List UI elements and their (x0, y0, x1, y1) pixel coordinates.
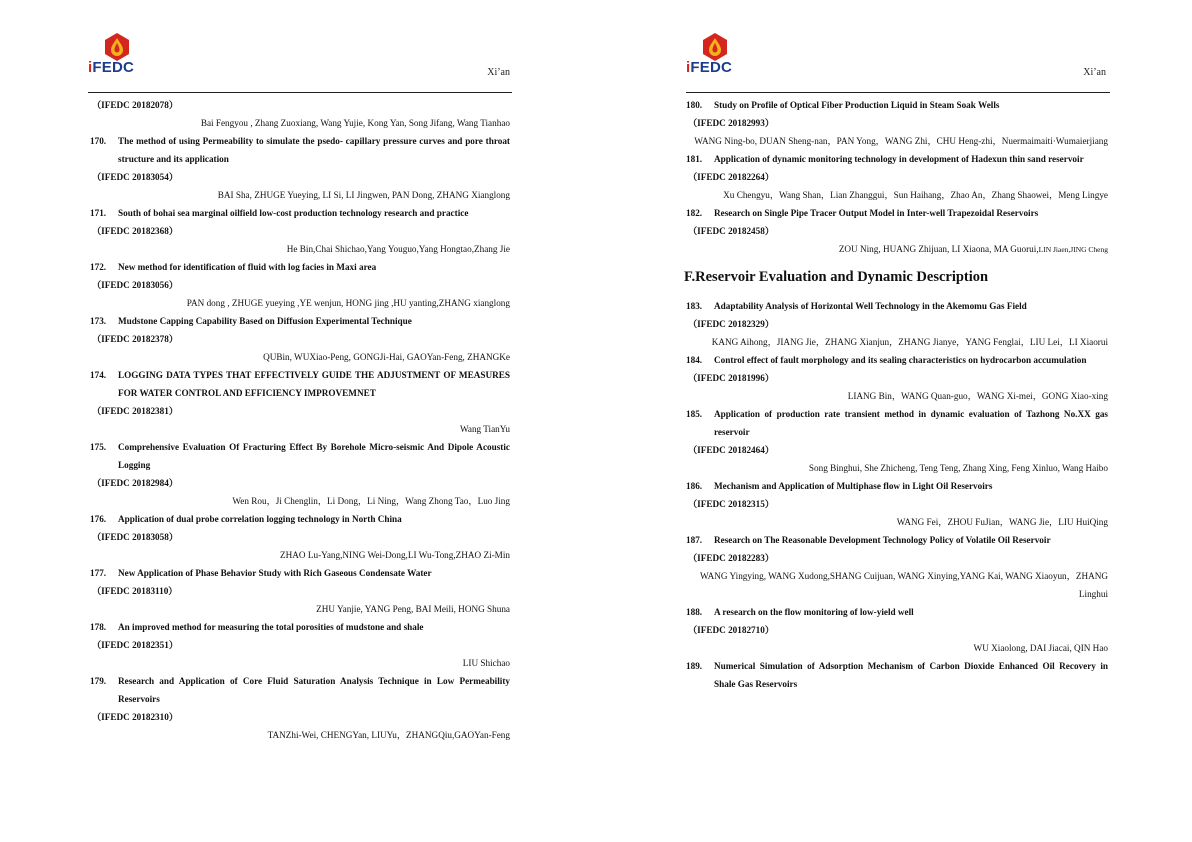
entry-title (90, 618, 510, 636)
entry-number: 182. (686, 208, 703, 218)
entry-number: 180. (686, 100, 703, 110)
entry-title (90, 366, 510, 402)
entry (686, 351, 1108, 405)
entry-number: 173. (90, 316, 107, 326)
entry-code: （IFEDC 20182283） (688, 553, 775, 563)
entry-title (90, 564, 510, 582)
right-content (686, 96, 1108, 693)
entry-authors-text: He Bin,Chai Shichao,Yang Youguo,Yang Hongtao,Zhang Jie (286, 244, 510, 254)
entry-title-text: Application of dual probe correlation logging technology in North China (118, 514, 402, 524)
entry-authors-text: LIANG Bin，WANG Quan-guo，WANG Xi-mei，GONG Xiao-xing (847, 391, 1108, 401)
entry-title (686, 351, 1108, 369)
entry-number: 187. (686, 535, 703, 545)
entry-number: 183. (686, 301, 703, 311)
entry-authors-text: WANG Yingying, WANG Xudong,SHANG Cuijuan, WANG Xinying,YANG Kai, WANG Xiaoyun，ZHANG Linghui (700, 571, 1108, 599)
entry-title (90, 312, 510, 330)
entry-number: 185. (686, 409, 703, 419)
entry (90, 366, 510, 438)
entry (90, 438, 510, 510)
entry-number: 178. (90, 622, 107, 632)
entry-title (90, 204, 510, 222)
entry-authors-text: QUBin, WUXiao-Peng, GONGJi-Hai, GAOYan-Feng, ZHANGKe (263, 352, 510, 362)
entry-code: （IFEDC 20182984） (92, 478, 179, 488)
entry-authors-text: TANZhi-Wei, CHENGYan, LIUYu，ZHANGQiu,GAOYan-Feng (267, 730, 510, 740)
entry-authors-small: LIN Jiaen,JING Cheng (1038, 245, 1108, 254)
entry-number: 189. (686, 661, 703, 671)
logo-text: iFEDC (686, 59, 733, 76)
entry-authors-text: ZOU Ning, HUANG Zhijuan, LI Xiaona, MA Guorui, (838, 244, 1039, 254)
entry-authors (90, 726, 510, 744)
entry-number: 175. (90, 442, 107, 452)
entry-code: （IFEDC 20182264） (688, 172, 775, 182)
entry-title (686, 204, 1108, 222)
entry-title (686, 150, 1108, 168)
entry-title (686, 603, 1108, 621)
entry-title-text: Application of production rate transient method in dynamic evaluation of Tazhong No.XX gas reservoir (714, 409, 1108, 437)
entry (686, 405, 1108, 477)
entry-title-text: Research and Application of Core Fluid Saturation Analysis Technique in Low Permeability Reservoirs (118, 676, 510, 704)
entry (90, 564, 510, 618)
entry-title-text: Application of dynamic monitoring technology in development of Hadexun thin sand reservoir (714, 154, 1084, 164)
entry-authors-text: ZHAO Lu-Yang,NING Wei-Dong,LI Wu-Tong,ZHAO Zi-Min (280, 550, 510, 560)
entry-number: 174. (90, 370, 107, 380)
logo-text: iFEDC (88, 59, 135, 76)
entry-number: 172. (90, 262, 107, 272)
entry-title-text: Study on Profile of Optical Fiber Production Liquid in Steam Soak Wells (714, 100, 1000, 110)
entry-authors (686, 639, 1108, 657)
entry (90, 258, 510, 312)
entry-number: 171. (90, 208, 107, 218)
entry-title (686, 405, 1108, 441)
entry-code: （IFEDC 20182329） (688, 319, 775, 329)
entry (686, 297, 1108, 351)
entry-authors-text: KANG Aihong，JIANG Jie，ZHANG Xianjun，ZHANG Jianye，YANG Fenglai，LIU Lei，LI Xiaorui (711, 337, 1108, 347)
entry (686, 531, 1108, 603)
entry-code: （IFEDC 20181996） (688, 373, 775, 383)
entry-number: 179. (90, 676, 107, 686)
oil-drop-icon (700, 32, 730, 62)
entry-title-text: Mudstone Capping Capability Based on Diffusion Experimental Technique (118, 316, 412, 326)
entry-number: 188. (686, 607, 703, 617)
entry-authors-text: WU Xiaolong, DAI Jiacai, QIN Hao (973, 643, 1108, 653)
entry-title (686, 477, 1108, 495)
entry-authors (686, 387, 1108, 405)
entry-title-text: New method for identification of fluid with log facies in Maxi area (118, 262, 377, 272)
entry-authors (90, 294, 510, 312)
entry-authors-text: Xu Chengyu，Wang Shan，Lian Zhanggui，Sun Haihang，Zhao An，Zhang Shaowei，Meng Lingye (723, 190, 1108, 200)
entry-code: （IFEDC 20182351） (92, 640, 179, 650)
entry-code: （IFEDC 20183110） (92, 586, 178, 596)
entry-authors (686, 333, 1108, 351)
entry-code: （IFEDC 20182458） (688, 226, 775, 236)
entry-authors (90, 420, 510, 438)
entry (90, 204, 510, 258)
entry-title-text: Mechanism and Application of Multiphase flow in Light Oil Reservoirs (714, 481, 993, 491)
entry-title (686, 657, 1108, 693)
entry-authors (90, 600, 510, 618)
entry-authors (686, 513, 1108, 531)
ifedc-logo (88, 32, 146, 76)
oil-drop-icon (102, 32, 132, 62)
entry-authors (90, 348, 510, 366)
header-city: Xi’an (487, 67, 510, 78)
entry-code: （IFEDC 20183056） (92, 280, 179, 290)
ifedc-logo (686, 32, 744, 76)
entry-title-text: South of bohai sea marginal oilfield low-cost production technology research and practice (118, 208, 469, 218)
entry-code: （IFEDC 20182310） (92, 712, 179, 722)
entry-code: （IFEDC 20182078） (92, 100, 179, 110)
entry (686, 477, 1108, 531)
entry-title (90, 132, 510, 168)
entry-title-text: Adaptability Analysis of Horizontal Well Technology in the Akemomu Gas Field (714, 301, 1027, 311)
entry-title (686, 96, 1108, 114)
entry-number: 181. (686, 154, 703, 164)
entry (686, 657, 1108, 693)
entry-code: （IFEDC 20182378） (92, 334, 179, 344)
entry-title-text: Control effect of fault morphology and its sealing characteristics on hydrocarbon accumulation (714, 355, 1087, 365)
entry-number: 184. (686, 355, 703, 365)
entry-list (686, 96, 1108, 259)
entry (90, 672, 510, 744)
entry-title-text: Numerical Simulation of Adsorption Mechanism of Carbon Dioxide Enhanced Oil Recovery in Shale Gas Reservoirs (714, 661, 1108, 689)
entry-authors-text: LIU Shichao (462, 658, 510, 668)
entry-authors (90, 654, 510, 672)
entry-code: （IFEDC 20182710） (688, 625, 775, 635)
entry (90, 618, 510, 672)
entry-title (686, 297, 1108, 315)
entry-authors (686, 132, 1108, 150)
entry-authors (686, 567, 1108, 603)
entry (90, 312, 510, 366)
left-content (90, 96, 510, 744)
entry-authors (686, 240, 1108, 259)
entry-title-text: The method of using Permeability to simulate the psedo- capillary pressure curves and pore throat structure and its application (118, 136, 510, 164)
header-rule (88, 92, 512, 93)
entry-authors: Bai Fengyou , Zhang Zuoxiang, Wang Yujie, Kong Yan, Song Jifang, Wang Tianhao (200, 118, 510, 128)
entry-title-text: LOGGING DATA TYPES THAT EFFECTIVELY GUIDE THE ADJUSTMENT OF MEASURES FOR WATER CONTROL AND EFFICIENCY IMPROVEMNET (118, 370, 510, 398)
entry-code: （IFEDC 20182993） (688, 118, 775, 128)
entry-title-text: A research on the flow monitoring of low-yield well (714, 607, 914, 617)
entry-title (686, 531, 1108, 549)
entry-authors-text: BAI Sha, ZHUGE Yueying, LI Si, LI Jingwen, PAN Dong, ZHANG Xianglong (217, 190, 510, 200)
header-city: Xi’an (1083, 67, 1106, 78)
entry-number: 176. (90, 514, 107, 524)
entry-authors (686, 186, 1108, 204)
entry-authors-text: Song Binghui, She Zhicheng, Teng Teng, Zhang Xing, Feng Xinluo, Wang Haibo (808, 463, 1108, 473)
entry-title (90, 258, 510, 276)
entry-authors-text: PAN dong , ZHUGE yueying ,YE wenjun, HONG jing ,HU yanting,ZHANG xianglong (186, 298, 510, 308)
entry (686, 603, 1108, 657)
entry-authors-text: WANG Fei，ZHOU FuJian，WANG Jie，LIU HuiQing (896, 517, 1108, 527)
entry-authors-text: Wang TianYu (459, 424, 510, 434)
entry-authors (90, 186, 510, 204)
right-page (596, 0, 1192, 842)
entry-code: （IFEDC 20182315） (688, 499, 775, 509)
entry-authors (90, 492, 510, 510)
entry-code: （IFEDC 20182381） (92, 406, 179, 416)
entry-code: （IFEDC 20182368） (92, 226, 179, 236)
entry (90, 132, 510, 204)
entry-number: 186. (686, 481, 703, 491)
entry-list (90, 132, 510, 744)
entry-code: （IFEDC 20183058） (92, 532, 179, 542)
entry-title-text: Comprehensive Evaluation Of Fracturing Effect By Borehole Micro-seismic And Dipole Acoustic Logging (118, 442, 510, 470)
entry (686, 150, 1108, 204)
entry-title-text: An improved method for measuring the total porosities of mudstone and shale (118, 622, 424, 632)
entry-authors-text: Wen Rou，Ji Chenglin，Li Dong，Li Ning，Wang Zhong Tao，Luo Jing (232, 496, 510, 506)
entry-title (90, 672, 510, 708)
entry-authors (90, 546, 510, 564)
entry-number: 177. (90, 568, 107, 578)
section-heading: F.Reservoir Evaluation and Dynamic Description (684, 269, 989, 285)
entry-title-text: Research on The Reasonable Development Technology Policy of Volatile Oil Reservoir (714, 535, 1051, 545)
entry (90, 510, 510, 564)
entry-authors (686, 459, 1108, 477)
entry-number: 170. (90, 136, 107, 146)
entry-title (90, 510, 510, 528)
entry (686, 204, 1108, 259)
entry-code: （IFEDC 20183054） (92, 172, 179, 182)
entry-title (90, 438, 510, 474)
entry-authors (90, 240, 510, 258)
entry (686, 96, 1108, 150)
entry-title-text: New Application of Phase Behavior Study with Rich Gaseous Condensate Water (118, 568, 432, 578)
entry-authors-text: ZHU Yanjie, YANG Peng, BAI Meili, HONG Shuna (316, 604, 510, 614)
entry-list (686, 297, 1108, 693)
entry-authors-text: WANG Ning-bo, DUAN Sheng-nan，PAN Yong，WANG Zhi，CHU Heng-zhi，Nuermaimaiti·Wumaierjiang (694, 136, 1108, 146)
entry-code: （IFEDC 20182464） (688, 445, 775, 455)
header-rule (686, 92, 1110, 93)
entry-title-text: Research on Single Pipe Tracer Output Model in Inter-well Trapezoidal Reservoirs (714, 208, 1039, 218)
